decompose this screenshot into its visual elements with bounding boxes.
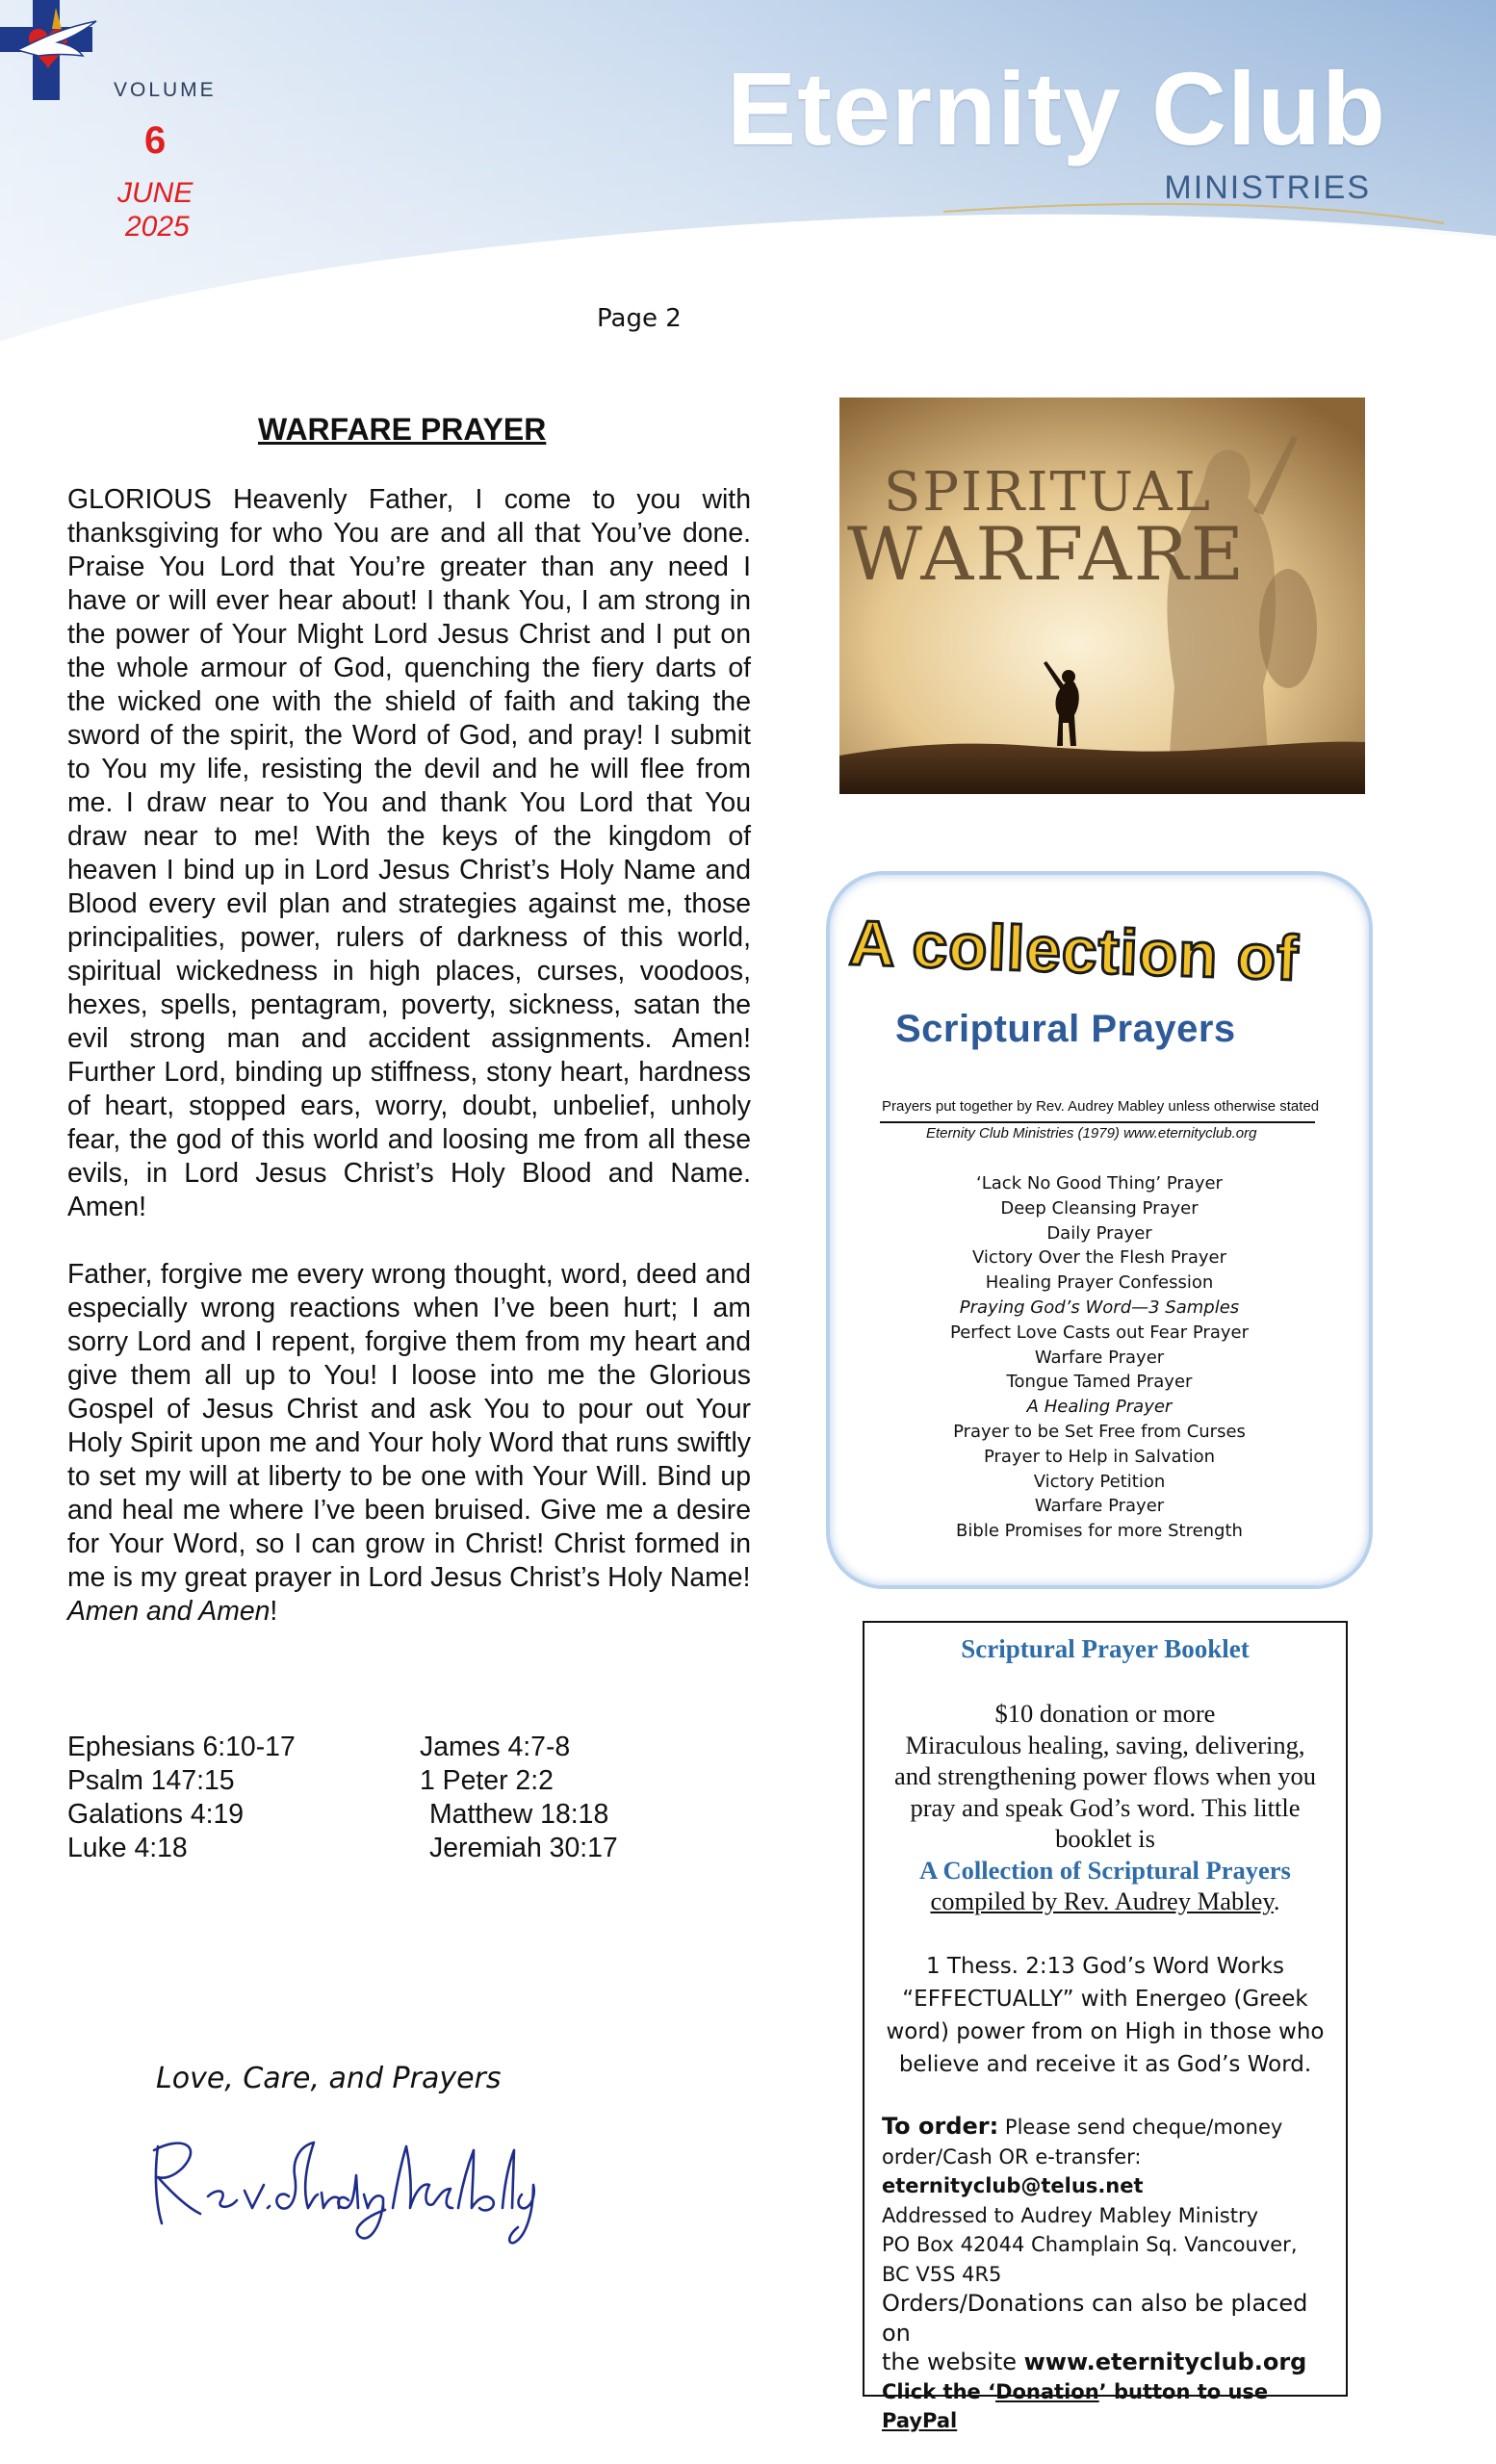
list-item: Daily Prayer [1046, 1222, 1152, 1244]
online-prefix: the website [882, 2348, 1024, 2375]
verse-line: 1 Thess. 2:13 God’s Word Works [925, 1954, 1285, 1979]
booklet-title: A collection of [847, 906, 1301, 994]
closing-salutation: Love, Care, and Prayers [156, 2062, 502, 2095]
list-item: Perfect Love Casts out Fear Prayer [950, 1322, 1249, 1343]
list-item: Victory Over the Flesh Prayer [972, 1247, 1226, 1269]
list-item: Healing Prayer Confession [985, 1272, 1214, 1294]
list-item: Deep Cleansing Prayer [1000, 1197, 1199, 1219]
verse-line: word) power from on High in those who [886, 2019, 1325, 2044]
order-info-box [863, 1621, 1348, 2432]
volume-label: VOLUME [114, 79, 217, 101]
paypal-link[interactable]: PayPal [882, 2409, 958, 2432]
scripture-references [67, 1731, 741, 1865]
amen-line: Amen and Amen [67, 1596, 271, 1627]
scripture-verse [864, 1950, 1346, 2081]
list-item: Praying God’s Word—3 Samples [959, 1296, 1240, 1318]
booklet-subtitle: Scriptural Prayers [895, 1008, 1236, 1050]
list-item: Victory Petition [1033, 1471, 1166, 1492]
compiled-line [864, 1886, 1346, 1917]
description-line: booklet is [1055, 1824, 1155, 1853]
volume-number: 6 [144, 119, 167, 162]
prayer-paragraph-2 [67, 1258, 751, 1629]
contact-email[interactable]: eternityclub@telus.net [882, 2174, 1144, 2197]
booklet-org: Eternity Club Ministries (1979) www.eternityclub.org [926, 1125, 1257, 1142]
website-link[interactable]: www.eternityclub.org [1023, 2348, 1307, 2375]
masthead-title: Eternity Club [726, 50, 1386, 167]
online-line: Orders/Donations can also be placed on [882, 2290, 1308, 2347]
booklet-divider [880, 1121, 1315, 1123]
click-prefix: Click the ‘ [882, 2379, 996, 2403]
reference-left: Psalm 147:15 [67, 1765, 235, 1796]
address-line: PO Box 42044 Champlain Sq. Vancouver, [882, 2233, 1298, 2256]
reference-left: Ephesians 6:10-17 [67, 1732, 296, 1762]
verse-line: believe and receive it as God’s Word. [898, 2052, 1312, 2077]
prayer-body [67, 483, 751, 1629]
issue-month: JUNE [117, 177, 193, 209]
address-line: BC V5S 4R5 [882, 2262, 1002, 2286]
list-item: Warfare Prayer [1034, 1496, 1165, 1517]
booklet-credit: Prayers put together by Rev. Audrey Mabley unless otherwise stated [882, 1098, 1320, 1115]
cross-dove-heart-icon [0, 0, 108, 100]
description-line: $10 donation or more [994, 1699, 1216, 1728]
page-number: Page 2 [597, 304, 682, 333]
booklet-name: A Collection of Scriptural Prayers [919, 1855, 1291, 1885]
verse-line: “EFFECTUALLY” with Energeo (Greek [902, 1987, 1308, 2012]
donation-link[interactable]: Donation [995, 2379, 1099, 2403]
order-box-title: Scriptural Prayer Booklet [961, 1634, 1250, 1663]
masthead-subtitle: MINISTRIES [1164, 169, 1371, 206]
description-line: pray and speak God’s word. This little [910, 1792, 1301, 1822]
list-item: Prayer to be Set Free from Curses [953, 1421, 1246, 1442]
list-item: Warfare Prayer [1034, 1347, 1165, 1368]
reference-row [67, 1731, 741, 1764]
reference-right: Jeremiah 30:17 [429, 1833, 618, 1863]
booklet-contents [830, 1171, 1369, 1544]
reference-row [67, 1832, 741, 1865]
list-item: Prayer to Help in Salvation [983, 1446, 1216, 1467]
masthead [0, 0, 1496, 356]
signature-image [144, 2108, 597, 2252]
issue-year: 2025 [125, 211, 190, 243]
spiritual-warfare-image [839, 398, 1365, 794]
prayer-paragraph-1: GLORIOUS Heavenly Father, I come to you with thanksgiving for who You are and all that You’ve done. Praise You Lord that You’re greater than any need I have or will ever hear about! I thank You, I am strong in the power of Your Might Lord Jesus Christ and I put on the whole armour of God, quenching the fiery darts of the wicked one with the shield of faith and taking the sword of the spirit, the Word of God, and pray! I submit to You my life, resisting the devil and he will flee from me. I draw near to You and thank You Lord that You draw near to me! With the keys of the kingdom of heaven I bind up in Lord Jesus Christ’s Holy Name and Blood every evil plan and strategies against me, those principalities, power, rulers of darkness of this world, spiritual wickedness in high places, curses, voodoos, hexes, spells, pentagram, poverty, sickness, satan the evil strong man and accident assignments. Amen! Further Lord, binding up stiffness, stony heart, hardness of heart, stopped ears, worry, doubt, unbelief, unholy fear, the god of this world and loosing me from all these evils, in Lord Jesus Christ’s Holy Blood and Name. Amen! [67, 484, 751, 1222]
address-line: Addressed to Audrey Mabley Ministry [882, 2203, 1259, 2227]
compiled-by: compiled by Rev. Audrey Mabley [930, 1886, 1274, 1915]
amen-end: ! [270, 1596, 278, 1627]
description-line: and strengthening power flows when you [894, 1761, 1316, 1790]
description-line: Miraculous healing, saving, delivering, [905, 1730, 1305, 1759]
reference-left: Luke 4:18 [67, 1833, 188, 1863]
poster-line-2: WARFARE [847, 511, 1247, 597]
click-mid: ’ button to use [1098, 2379, 1269, 2403]
list-item: Bible Promises for more Strength [956, 1521, 1243, 1542]
reference-right: James 4:7-8 [420, 1732, 571, 1762]
order-text: Please send cheque/money [998, 2116, 1283, 2139]
reference-row [67, 1798, 741, 1832]
booklet-cover [826, 871, 1373, 1589]
list-item: Tongue Tamed Prayer [1006, 1372, 1193, 1393]
order-label: To order: [882, 2113, 999, 2140]
compiled-end: . [1273, 1886, 1280, 1915]
poster-line-1: SPIRITUAL [884, 461, 1212, 524]
reference-right: 1 Peter 2:2 [420, 1765, 554, 1796]
reference-right: Matthew 18:18 [429, 1799, 609, 1830]
order-box-description [864, 1698, 1346, 1917]
order-text-2: order/Cash OR e-transfer: [882, 2144, 1142, 2169]
order-instructions [882, 2112, 1334, 2436]
reference-left: Galations 4:19 [67, 1799, 245, 1830]
reference-row [67, 1764, 741, 1798]
prayer-paragraph-2-text: Father, forgive me every wrong thought, word, deed and especially wrong reactions when I’ve been hurt; I am sorry Lord and I repent, forgive them from my heart and give them all up to You! I loose into me the Glorious Gospel of Jesus Christ and ask You to pour out Your Holy Spirit upon me and Your holy Word that runs swiftly to set my will at liberty to be one with Your Will. Bind up and heal me where I’ve been bruised. Give me a desire for Your Word, so I can grow in Christ! Christ formed in me is my great prayer in Lord Jesus Christ’s Holy Name! [67, 1259, 751, 1593]
prayer-title: WARFARE PRAYER [258, 412, 547, 447]
list-item: ‘Lack No Good Thing’ Prayer [976, 1173, 1223, 1194]
list-item: A Healing Prayer [1026, 1397, 1173, 1418]
